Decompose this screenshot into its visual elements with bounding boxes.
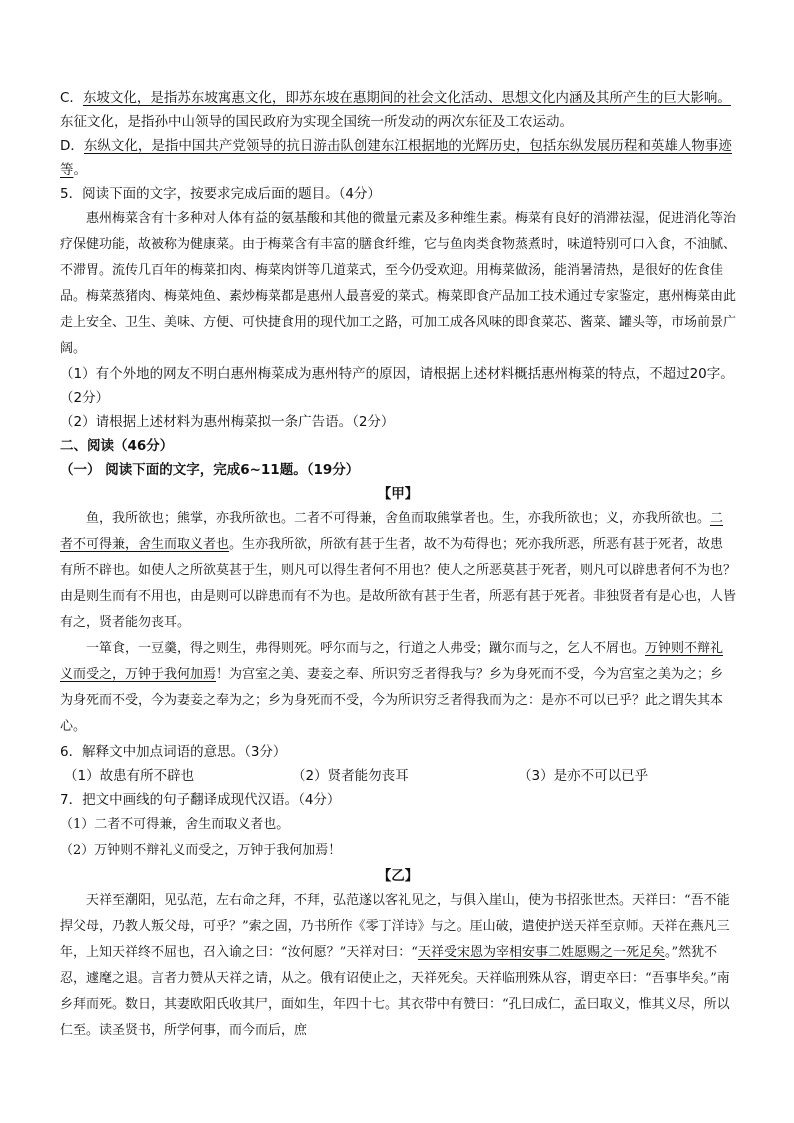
- yi-title: 【乙】: [377, 868, 419, 884]
- option-d-underlined: 东纵文化，是指中国共产党领导的抗日游击队创建东江根据地的光辉历史，包括东纵发展历程和英雄人物事迹等: [60, 138, 732, 178]
- q7-sub1: （1）二者不可得兼，舍生而取义者也。: [60, 817, 290, 832]
- option-c-rest: 东征文化，是指孙中山领导的国民政府为实现全国统一所发动的两次东征及工农运动。: [60, 114, 573, 130]
- option-c-underlined: 东坡文化，是指苏东坡寓惠文化，即苏东坡在惠期间的社会文化活动、思想文化内涵及其所产生的巨大影响。: [82, 90, 731, 106]
- jia-p1-text-a: 鱼，我所欲也；熊掌，亦我所欲也。二者不可得兼，舍鱼而取熊掌者也。生，亦我所欲也；义，亦我所欲也。: [86, 511, 711, 526]
- q5-stem: 5．阅读下面的文字，按要求完成后面的题目。（4分）: [60, 186, 381, 202]
- yi-text-a: 天祥至潮阳，见弘范，左右命之拜，不拜，弘范遂以客礼见之，与俱入崖山，使为书招张世杰。天祥曰：“吾不能捍父母，乃教人叛父母，可乎？”索之固，乃书所作《零丁洋诗》与之。厓山破，遣使护送天祥至京师。天祥在燕凡三年，上知天祥终不屈也，召入谕之曰：“汝何愿？”天祥对曰：“: [60, 893, 730, 960]
- q5-passage: 惠州梅菜含有十多种对人体有益的氨基酸和其他的微量元素及多种维生素。梅菜有良好的消滞祛湿，促进消化等治疗保健功能，故被称为健康菜。由于梅菜含有丰富的膳食纤维，它与鱼肉类食物蒸煮时，味道特别可口入食，不油腻、不滞胃。流传几百年的梅菜扣肉、梅菜肉饼等几道菜式，至今仍受欢迎。用梅菜做汤，能消暑清热，是很好的佐食佳品。梅菜蒸猪肉、梅菜炖鱼、素炒梅菜都是惠州人最喜爱的菜式。梅菜即食产品加工技术通过专家鉴定，惠州梅菜由此走上安全、卫生、美味、方便、可快捷食用的现代加工之路，可加工成各风味的即食菜芯、酱菜、罐头等，市场前景广阔。: [60, 211, 737, 356]
- yi-text-b: 。”然犹不忍，遽麾之退。言者力赞从天祥之请，从之。俄有诏使止之，天祥死矣。天祥临刑殊从容，谓吏卒曰：“吾事毕矣。”南乡拜而死。数日，其妻欧阳氏收其尸，面如生，年四十七。其衣带中有赞曰：“孔曰成仁，孟曰取义，惟其义尽，所以仁至。读圣贤书，所学何事，而今而后，庶: [60, 945, 730, 1038]
- q6-stem: 6．解释文中加点词语的意思。（3分）: [60, 744, 287, 760]
- q7-sub2: （2）万钟则不辩礼义而受之，万钟于我何加焉！: [60, 843, 342, 858]
- jia-paragraph-1: [60, 506, 736, 636]
- option-c-label: C．: [60, 90, 83, 106]
- option-d-label: D．: [60, 138, 84, 154]
- option-c: [60, 86, 736, 134]
- jia-p1-text-b: 。生亦我所欲，所欲有甚于生者，故不为苟得也；死亦我所恶，所恶有甚于死者，故患有所不辟也。如使人之所欲莫甚于生，则凡可以得生者何不用也？使人之所恶莫甚于死者，则凡可以辟患者何不为也？由是则生而有不用也，由是则可以辟患而有不为也。是故所欲有甚于生者，所恶有甚于死者。非独贤者有是心也，人皆有之，贤者能勿丧耳。: [60, 537, 737, 630]
- option-d-end: 。: [73, 162, 87, 178]
- section2-title: 二、阅读（46分）: [60, 438, 174, 454]
- exam-page: [60, 86, 736, 1044]
- q7-stem: 7．把文中画线的句子翻译成现代汉语。（4分）: [60, 792, 341, 808]
- jia-title: 【甲】: [377, 486, 419, 502]
- jia-p2-text-a: 一箪食，一豆羹，得之则生，弗得则死。呼尔而与之，行道之人弗受；蹴尔而与之，乞人不屑也。: [86, 641, 646, 656]
- q6-item-2: （2）贤者能勿丧耳: [292, 768, 409, 784]
- section2-part1: （一） 阅读下面的文字，完成6~11题。（19分）: [60, 462, 360, 478]
- jia-p2-text-b: ！为宫室之美、妻妾之奉、所识穷乏者得我与？乡为身死而不受，今为宫室之美为之；乡为身死而不受，今为妻妾之奉为之；乡为身死而不受，今为所识穷乏者得我而为之：是亦不可以已乎？此之谓失其本心。: [60, 667, 724, 734]
- q6-item-3: （3）是亦不可以已乎: [518, 768, 649, 784]
- q6-item-1: （1）故患有所不辟也: [64, 768, 195, 784]
- q5-sub1: （1）有个外地的网友不明白惠州梅菜成为惠州特产的原因，请根据上述材料概括惠州梅菜的特点，不超过20字。（2分）: [60, 366, 734, 406]
- jia-paragraph-2: [60, 636, 736, 740]
- option-d: [60, 134, 736, 182]
- yi-underlined: 天祥受宋恩为宰相安事二姓愿赐之一死足矣: [417, 945, 665, 960]
- jia-p2-underlined: 万钟则不辩礼义而受之，万钟于我何加焉: [60, 641, 724, 682]
- yi-paragraph: [60, 888, 736, 1044]
- q5-sub2: （2）请根据上述材料为惠州梅菜拟一条广告语。（2分）: [60, 414, 395, 430]
- jia-p1-underlined: 二者不可得兼，舍生而取义者也: [60, 511, 724, 552]
- q6-items: [60, 764, 736, 788]
